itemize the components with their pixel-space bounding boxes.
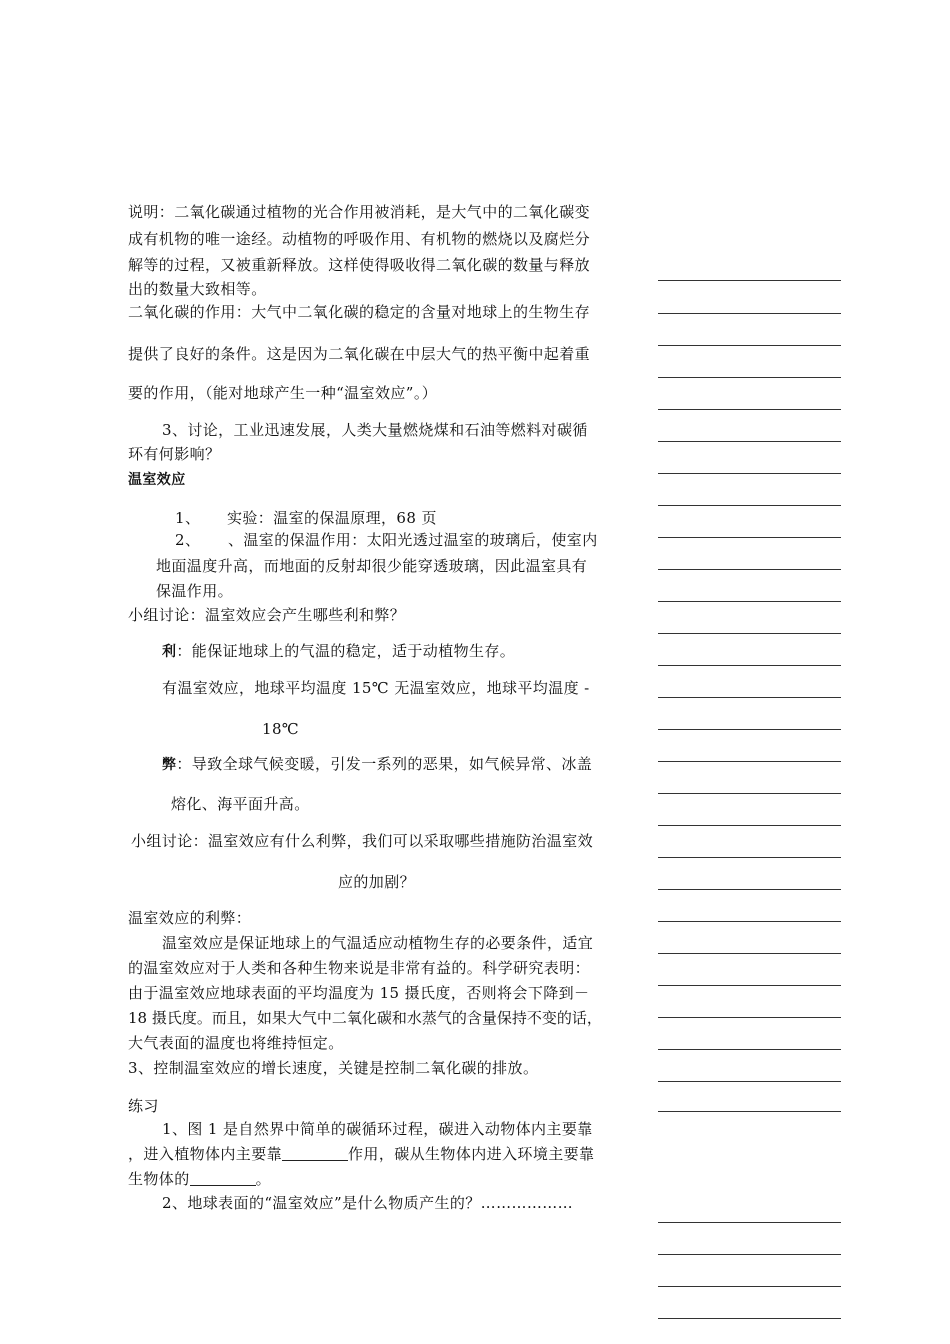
note-line xyxy=(658,729,841,730)
text-span: ：能保证地球上的气温的稳定，适于动植物生存。 xyxy=(176,642,516,660)
note-line xyxy=(658,345,841,346)
note-line xyxy=(658,601,841,602)
text-line: 1、图 1 是自然界中简单的碳循环过程，碳进入动物体内主要靠 xyxy=(162,1120,593,1138)
text-line xyxy=(162,642,515,661)
text-line: 温室效应的利弊： xyxy=(128,909,252,927)
section-heading: 温室效应 xyxy=(128,472,186,488)
text-line: 成有机物的唯一途经。动植物的呼吸作用、有机物的燃烧以及腐烂分 xyxy=(128,230,591,248)
note-line xyxy=(658,377,841,378)
text-line xyxy=(128,1170,271,1188)
note-line xyxy=(658,313,841,314)
text-line: 大气表面的温度也将维持恒定。 xyxy=(128,1034,344,1052)
text-line: 由于温室效应地球表面的平均温度为 15 摄氏度，否则将会下降到－ xyxy=(128,984,590,1002)
note-line xyxy=(658,953,841,954)
note-line xyxy=(658,1254,841,1255)
note-line xyxy=(658,921,841,922)
text-line: 2、地球表面的“温室效应”是什么物质产生的？……………… xyxy=(162,1194,574,1212)
note-line xyxy=(658,985,841,986)
label-pro: 利 xyxy=(162,644,177,660)
note-line xyxy=(658,473,841,474)
note-line xyxy=(658,665,841,666)
note-line xyxy=(658,857,841,858)
note-line xyxy=(658,441,841,442)
text-line: 3、控制温室效应的增长速度，关键是控制二氧化碳的排放。 xyxy=(128,1059,539,1077)
text-line: 温室效应是保证地球上的气温适应动植物生存的必要条件，适宜 xyxy=(162,934,594,952)
text-line: 18 摄氏度。而且，如果大气中二氧化碳和水蒸气的含量保持不变的话， xyxy=(128,1009,602,1027)
text-line: 有温室效应，地球平均温度 15℃ 无温室效应，地球平均温度 - xyxy=(162,679,590,697)
note-line xyxy=(658,1017,841,1018)
text-line: 实验：温室的保温原理，68 页 xyxy=(227,509,437,527)
text-line: 小组讨论：温室效应有什么利弊，我们可以采取哪些措施防治温室效 xyxy=(131,832,594,850)
note-line xyxy=(658,537,841,538)
list-number: 1、 xyxy=(175,509,201,527)
text-line: 保温作用。 xyxy=(156,582,234,600)
text-line: 地面温度升高，而地面的反射却很少能穿透玻璃，因此温室具有 xyxy=(156,557,588,575)
note-line xyxy=(658,793,841,794)
text-span: 作用，碳从生物体内进入环境主要靠 xyxy=(348,1145,595,1163)
text-span: 。 xyxy=(255,1170,272,1188)
text-line: 说明：二氧化碳通过植物的光合作用被消耗，是大气中的二氧化碳变 xyxy=(128,203,591,221)
note-line xyxy=(658,1222,841,1223)
fill-blank xyxy=(190,1171,256,1186)
note-line xyxy=(658,1081,841,1082)
note-line xyxy=(658,1049,841,1050)
text-line: 解等的过程，又被重新释放。这样使得吸收得二氧化碳的数量与释放 xyxy=(128,256,591,274)
note-line xyxy=(658,761,841,762)
note-line xyxy=(658,1111,841,1112)
note-line xyxy=(658,1286,841,1287)
note-line xyxy=(658,569,841,570)
text-line xyxy=(128,1145,594,1163)
text-span: ，进入植物体内主要靠 xyxy=(128,1145,283,1163)
note-line xyxy=(658,889,841,890)
text-line: 、温室的保温作用：太阳光透过温室的玻璃后，使室内 xyxy=(228,531,598,549)
note-line xyxy=(658,633,841,634)
text-line: 二氧化碳的作用：大气中二氧化碳的稳定的含量对地球上的生物生存 xyxy=(128,303,591,321)
text-line: 18℃ xyxy=(262,720,300,738)
note-line xyxy=(658,1318,841,1319)
text-line: 熔化、海平面升高。 xyxy=(171,795,310,813)
text-span: 生物体的 xyxy=(128,1170,190,1188)
text-line xyxy=(162,755,592,774)
text-line: 要的作用，（能对地球产生一种“温室效应”。） xyxy=(128,384,438,402)
note-line xyxy=(658,280,841,281)
note-line xyxy=(658,697,841,698)
label-con: 弊 xyxy=(162,757,177,773)
text-line: 环有何影响？ xyxy=(128,445,221,463)
text-line: 出的数量大致相等。 xyxy=(128,280,267,298)
note-line xyxy=(658,409,841,410)
note-line xyxy=(658,825,841,826)
list-number: 2、 xyxy=(175,531,201,549)
note-line xyxy=(658,505,841,506)
text-line: 3、讨论，工业迅速发展，人类大量燃烧煤和石油等燃料对碳循 xyxy=(162,421,588,439)
text-line: 应的加剧？ xyxy=(338,873,416,891)
fill-blank xyxy=(282,1146,348,1161)
text-line: 提供了良好的条件。这是因为二氧化碳在中层大气的热平衡中起着重 xyxy=(128,345,591,363)
text-line: 小组讨论：温室效应会产生哪些利和弊？ xyxy=(128,606,406,624)
text-span: ：导致全球气候变暖，引发一系列的恶果，如气候异常、冰盖 xyxy=(176,755,593,773)
text-line: 的温室效应对于人类和各种生物来说是非常有益的。科学研究表明： xyxy=(128,959,591,977)
section-heading: 练习 xyxy=(128,1097,159,1115)
